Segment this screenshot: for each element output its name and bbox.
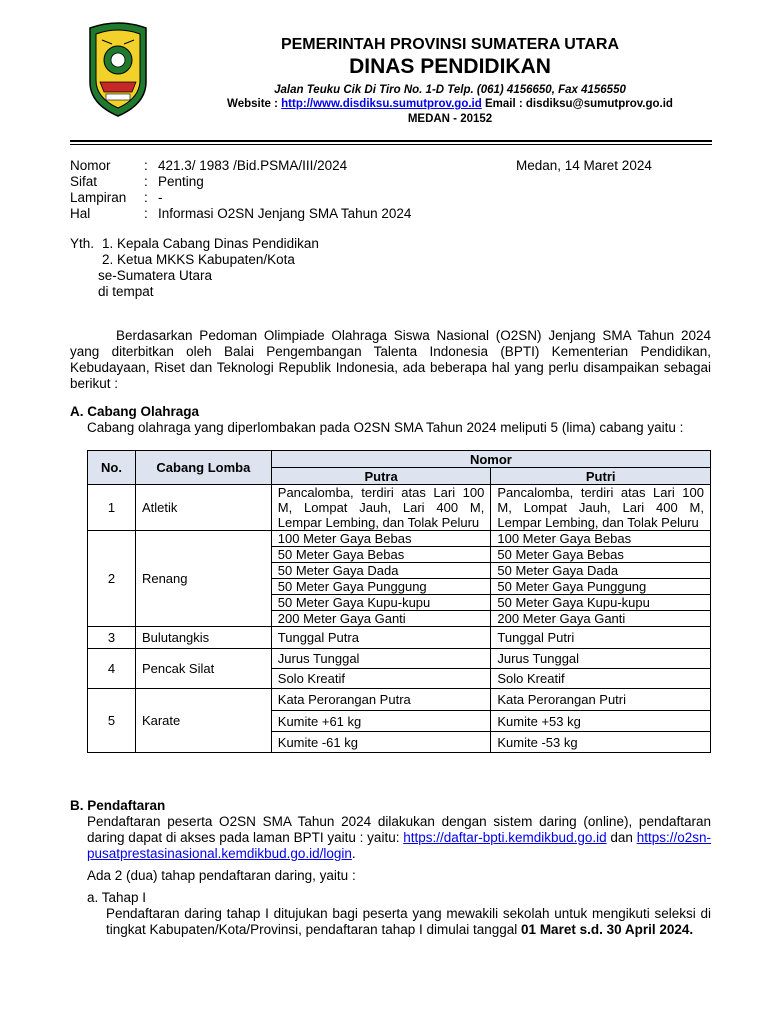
government-name: PEMERINTAH PROVINSI SUMATERA UTARA	[280, 36, 620, 53]
event-putri: Jurus Tunggal	[491, 649, 711, 669]
event-putri: Kata Perorangan Putri	[491, 689, 711, 711]
row-number: 2	[88, 531, 136, 627]
item-number: 2.	[102, 252, 114, 267]
event-putra: 100 Meter Gaya Bebas	[271, 531, 491, 547]
event-putri: 200 Meter Gaya Ganti	[491, 611, 711, 627]
intro-paragraph: Berdasarkan Pedoman Olimpiade Olahraga Siswa Nasional (O2SN) Jenjang SMA Tahun 2024 yang diterbitkan oleh Balai Pengembangan Talenta Indonesia (BPTI) Kementerian Pendidikan, Kebudayaan, Riset dan Teknologi Republik Indonesia, ada beberapa hal yang perlu disampaikan sebagai berikut :	[70, 328, 711, 391]
row-number: 1	[88, 485, 136, 531]
stages-intro: Ada 2 (dua) tahap pendaftaran daring, yaitu :	[87, 868, 356, 883]
contact-line	[170, 97, 730, 112]
addressee-block	[70, 236, 319, 300]
bpti-registration-link[interactable]: https://daftar-bpti.kemdikbud.go.id	[403, 830, 607, 845]
stage-1-dates: 01 Maret s.d. 30 April 2024.	[521, 922, 694, 937]
colon: :	[144, 206, 148, 221]
item-number: 1.	[102, 236, 114, 251]
event-putra: 200 Meter Gaya Ganti	[271, 611, 491, 627]
stage-1-text: Pendaftaran daring tahap I ditujukan bagi peserta yang mewakili sekolah untuk mengikuti seleksi di tingkat Kabupaten/Kota/Provinsi, pendaftaran tahap I dimulai tanggal	[106, 906, 711, 937]
sifat-value: Penting	[158, 174, 204, 189]
stage-1-paragraph	[106, 906, 711, 938]
row-number: 5	[88, 689, 136, 753]
event-putri: Kumite +53 kg	[491, 711, 711, 732]
province-emblem-logo	[82, 20, 154, 118]
addressee-item: Kepala Cabang Dinas Pendidikan	[117, 236, 319, 251]
addressee-item: Ketua MKKS Kabupaten/Kota	[117, 252, 295, 267]
event-putra: Solo Kreatif	[271, 669, 491, 689]
website-link[interactable]: http://www.disdiksu.sumutprov.go.id	[281, 98, 482, 110]
event-putri: 50 Meter Gaya Punggung	[491, 579, 711, 595]
event-putra: Kumite -61 kg	[271, 732, 491, 753]
sifat-label: Sifat	[70, 174, 98, 189]
event-putri: Kumite -53 kg	[491, 732, 711, 753]
hal-label: Hal	[70, 206, 91, 221]
row-number: 4	[88, 649, 136, 689]
event-putri: 50 Meter Gaya Dada	[491, 563, 711, 579]
website-label: Website :	[227, 98, 282, 110]
event-putra: 50 Meter Gaya Punggung	[271, 579, 491, 595]
event-putra: Tunggal Putra	[271, 627, 491, 649]
event-putra: 50 Meter Gaya Bebas	[271, 547, 491, 563]
email-text: Email : disdiksu@sumutprov.go.id	[481, 98, 673, 110]
stage-1-label: a. Tahap I	[87, 890, 147, 905]
sport-name: Bulutangkis	[135, 627, 271, 649]
letterhead	[170, 36, 730, 127]
section-b-heading: B. Pendaftaran	[70, 798, 166, 813]
row-number: 3	[88, 627, 136, 649]
section-a-heading: A. Cabang Olahraga	[70, 404, 200, 419]
o2sn-login-link[interactable]: https://o2sn-pusatprestasinasional.kemdikbud.go.id/login	[87, 830, 711, 861]
yth-label: Yth.	[70, 236, 95, 251]
letterhead-rule-thin	[70, 144, 712, 145]
colon: :	[144, 158, 148, 173]
event-putri: Pancalomba, terdiri atas Lari 100 M, Lompat Jauh, Lari 400 M, Lempar Lembing, dan Tolak Peluru	[491, 485, 711, 531]
event-putri: Solo Kreatif	[491, 669, 711, 689]
section-b-text: Pendaftaran peserta O2SN SMA Tahun 2024 dilakukan dengan sistem daring (online), pendaftaran daring dapat di akses pada laman BPTI yaitu : yaitu:	[87, 814, 711, 845]
nomor-value: 421.3/ 1983 /Bid.PSMA/III/2024	[158, 158, 348, 173]
nomor-label: Nomor	[70, 158, 111, 173]
header-no: No.	[88, 451, 136, 485]
event-putra: 50 Meter Gaya Dada	[271, 563, 491, 579]
section-b-paragraph	[87, 814, 711, 862]
office-address: Jalan Teuku Cik Di Tiro No. 1-D Telp. (061) 4156650, Fax 4156550	[274, 84, 626, 96]
event-putri: 50 Meter Gaya Bebas	[491, 547, 711, 563]
letter-meta	[70, 158, 411, 222]
event-putra: Kata Perorangan Putra	[271, 689, 491, 711]
department-name: DINAS PENDIDIKAN	[349, 55, 551, 78]
event-putra: Kumite +61 kg	[271, 711, 491, 732]
header-putra: Putra	[271, 468, 491, 485]
event-putra: 50 Meter Gaya Kupu-kupu	[271, 595, 491, 611]
header-cabang: Cabang Lomba	[135, 451, 271, 485]
lampiran-label: Lampiran	[70, 190, 127, 205]
header-nomor: Nomor	[271, 451, 710, 468]
event-putri: 100 Meter Gaya Bebas	[491, 531, 711, 547]
event-putra: Pancalomba, terdiri atas Lari 100 M, Lompat Jauh, Lari 400 M, Lempar Lembing, dan Tolak Peluru	[271, 485, 491, 531]
addressee-place: di tempat	[98, 284, 154, 299]
sport-name: Atletik	[135, 485, 271, 531]
lampiran-value: -	[158, 190, 163, 205]
sport-name: Renang	[135, 531, 271, 627]
event-putra: Jurus Tunggal	[271, 649, 491, 669]
sport-name: Pencak Silat	[135, 649, 271, 689]
event-putri: 50 Meter Gaya Kupu-kupu	[491, 595, 711, 611]
period-text: .	[351, 846, 356, 861]
header-putri: Putri	[491, 468, 711, 485]
sport-name: Karate	[135, 689, 271, 753]
conjunction-text: dan	[606, 830, 637, 845]
letter-date: Medan, 14 Maret 2024	[516, 158, 652, 173]
sports-table	[87, 450, 711, 753]
colon: :	[144, 190, 148, 205]
addressee-region: se-Sumatera Utara	[98, 268, 213, 283]
hal-value: Informasi O2SN Jenjang SMA Tahun 2024	[158, 206, 412, 221]
city-postcode: MEDAN - 20152	[407, 113, 493, 125]
event-putri: Tunggal Putri	[491, 627, 711, 649]
letterhead-rule-thick	[70, 140, 712, 142]
colon: :	[144, 174, 148, 189]
section-a-text: Cabang olahraga yang diperlombakan pada O2SN SMA Tahun 2024 meliputi 5 (lima) cabang yaitu :	[87, 420, 684, 435]
